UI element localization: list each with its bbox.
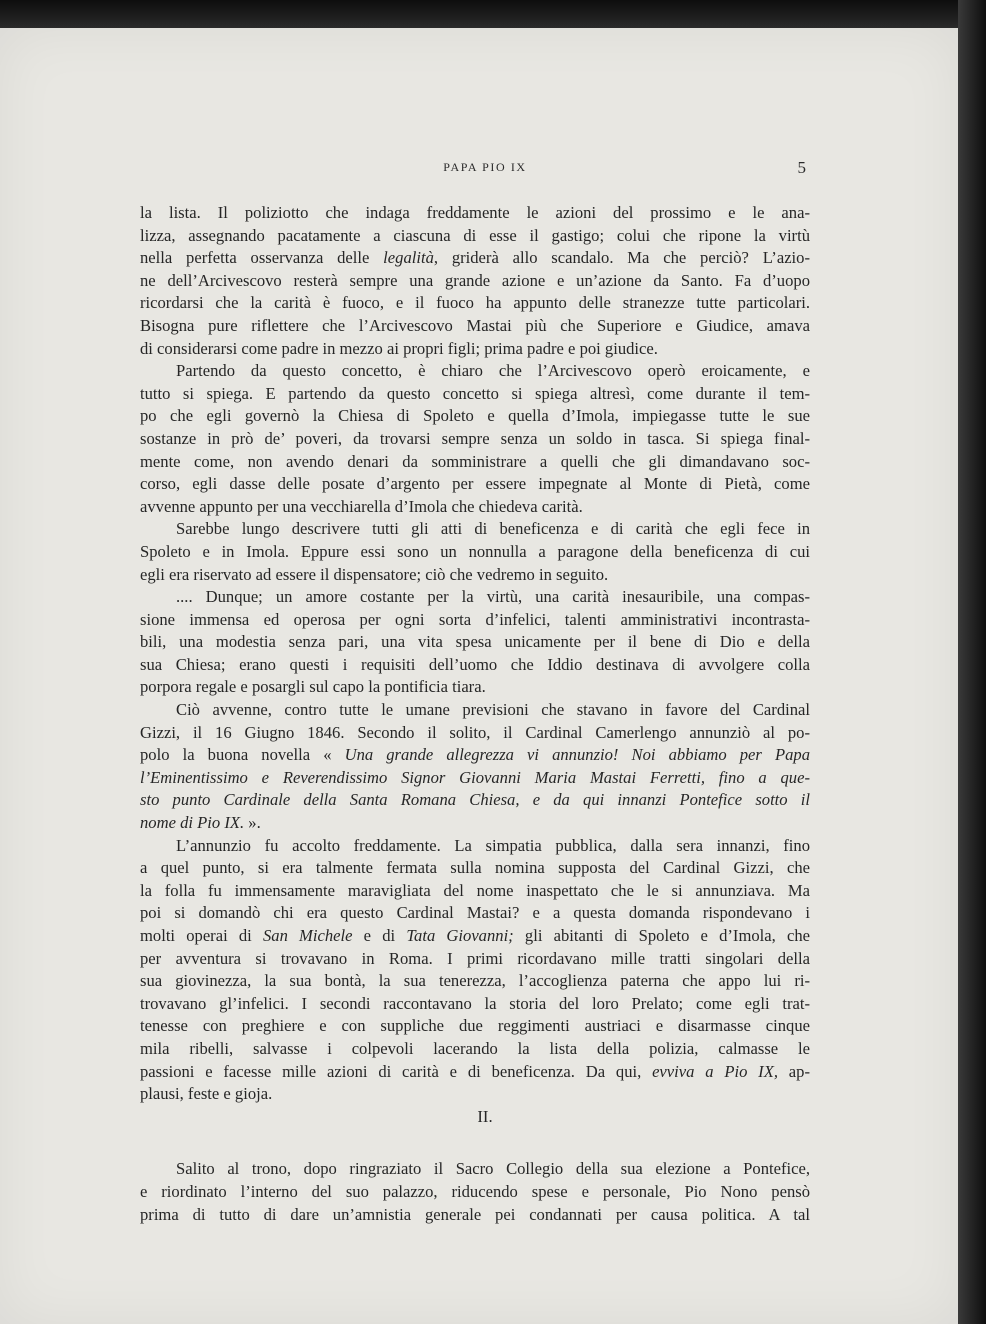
text-line xyxy=(140,518,810,541)
line-text: Spoleto e in Imola. Eppure essi sono un nonnulla a paragone della beneficenza di cui xyxy=(140,541,810,561)
line-text: egli era riservato ad essere il dispensatore; ciò che vedremo in seguito. xyxy=(140,564,609,584)
line-text: L’annunzio fu accolto freddamente. La simpatia pubblica, dalla sera innanzi, fino xyxy=(176,835,810,855)
text-line xyxy=(140,247,810,270)
line-text: plausi, feste e gioja. xyxy=(140,1084,273,1104)
text-line xyxy=(140,1015,810,1038)
text-line xyxy=(140,292,810,315)
line-text: avvenne appunto per una vecchiarella d’Imola che chiedeva carità. xyxy=(140,496,583,516)
text-block-main xyxy=(140,202,810,1106)
page-header xyxy=(0,160,958,180)
text-line xyxy=(140,948,810,971)
text-line xyxy=(140,1181,810,1204)
line-text: e di xyxy=(352,926,407,945)
line-text: trovavano gl’infelici. I secondi raccontavano la storia del loro Prelato; come egli trat- xyxy=(140,993,810,1013)
line-text: polo la buona novella « xyxy=(140,745,345,765)
line-text: la lista. Il poliziotto che indaga freddamente le azioni del prossimo e le ana- xyxy=(140,203,810,222)
text-line xyxy=(140,631,810,654)
text-line xyxy=(140,338,810,361)
line-text: per avventura si trovavano in Roma. I primi ricordavano mille tratti singolari della xyxy=(140,948,810,968)
text-line xyxy=(140,564,810,587)
text-line xyxy=(140,541,810,564)
line-text: bili, una modestia senza pari, una vita spesa unicamente per il bene di Dio e della xyxy=(140,632,810,652)
line-text: e riordinato l’interno del suo palazzo, riducendo spese e personale, Pio Nono pensò xyxy=(140,1181,810,1201)
line-text: la folla fu immensamente maravigliata del nome inaspettato che le si annunziava. Ma xyxy=(140,880,810,900)
line-text: lizza, assegnando pacatamente a ciascuna di esse il gastigo; colui che ripone la virtù xyxy=(140,225,810,245)
running-head: PAPA PIO IX xyxy=(443,160,527,174)
line-text: ». xyxy=(244,813,261,833)
line-text: Ciò avvenne, contro tutte le umane previsioni che stavano in favore del Cardinal xyxy=(176,700,810,720)
line-text: .... Dunque; un amore costante per la virtù, una carità inesauribile, una compas- xyxy=(176,587,810,607)
line-text: tenesse con preghiere e con suppliche due reggimenti austriaci e disarmasse cinque xyxy=(140,1016,810,1036)
text-line xyxy=(140,270,810,293)
text-line xyxy=(140,1038,810,1061)
line-text: sostanze in prò de’ poveri, da trovarsi sempre senza un soldo in tasca. Si spiega final- xyxy=(140,428,810,448)
italic-text: legalità xyxy=(383,248,434,268)
text-line xyxy=(140,360,810,383)
line-text: , griderà allo scandalo. Ma che perciò? L’azio- xyxy=(433,248,810,268)
text-line xyxy=(140,1061,810,1084)
text-line xyxy=(140,1158,810,1181)
text-line xyxy=(140,676,810,699)
text-line xyxy=(140,925,810,948)
line-text: sua Chiesa; erano questi i requisiti dell’uomo che Iddio destinava di avvolgere colla xyxy=(140,654,810,674)
line-text: Partendo da questo concetto, è chiaro che l’Arcivescovo operò eroicamente, e xyxy=(176,361,810,381)
page-number: 5 xyxy=(797,158,806,177)
text-line xyxy=(140,812,810,835)
line-text: ricordarsi che la carità è fuoco, e il fuoco ha appunto delle stranezze tutte particolari. xyxy=(140,293,810,313)
line-text: ne dell’Arcivescovo resterà sempre una grande azione e un’azione da Santo. Fa d’uopo xyxy=(140,270,810,290)
line-text: poi si domandò chi era questo Cardinal Mastai? e a questa domanda rispondevano i xyxy=(140,903,810,923)
line-text: molti operai di xyxy=(140,926,263,945)
line-text: gli abitanti di Spoleto e d’Imola, che xyxy=(513,926,810,945)
scan-top-border xyxy=(0,0,986,28)
text-line xyxy=(140,993,810,1016)
italic-text: Tata Giovanni; xyxy=(406,926,514,945)
text-line xyxy=(140,789,810,812)
text-line xyxy=(140,722,810,745)
text-line xyxy=(140,428,810,451)
text-line xyxy=(140,744,810,767)
line-text: Bisogna pure riflettere che l’Arcivescovo Mastai più che Superiore e Giudice, amava xyxy=(140,315,810,335)
section-spacer xyxy=(140,1128,810,1158)
text-line xyxy=(140,699,810,722)
text-line xyxy=(140,880,810,903)
text-block-section-two xyxy=(140,1158,810,1226)
line-text: Gizzi, il 16 Giugno 1846. Secondo il solito, il Cardinal Camerlengo annunziò al po- xyxy=(140,722,810,742)
book-page xyxy=(0,28,958,1324)
line-text: corso, egli dasse delle posate d’argento per essere impegnate al Monte di Pietà, come xyxy=(140,474,810,494)
italic-text: Una grande allegrezza vi annunzio! Noi abbiamo per Papa xyxy=(344,745,810,765)
italic-text: nome di Pio IX. xyxy=(140,813,245,833)
line-text: prima di tutto di dare un’amnistia generale pei condannati per causa politica. A tal xyxy=(140,1204,810,1224)
section-heading: II. xyxy=(477,1106,493,1126)
line-text: a quel punto, si era talmente fermata sulla nomina supposta del Cardinal Gizzi, che xyxy=(140,858,810,878)
italic-text: evviva a Pio IX, xyxy=(652,1061,778,1081)
line-text: po che egli governò la Chiesa di Spoleto e quella d’Imola, impiegasse tutte le sue xyxy=(140,406,810,426)
line-text: Sarebbe lungo descrivere tutti gli atti di beneficenza e di carità che egli fece in xyxy=(176,519,810,539)
line-text: tutto si spiega. E partendo da questo concetto si spiega altresì, come durante il tem- xyxy=(140,383,810,403)
scan-right-border xyxy=(958,0,986,1324)
text-line xyxy=(140,609,810,632)
text-line xyxy=(140,202,810,225)
body-text xyxy=(140,202,810,1226)
text-line xyxy=(140,383,810,406)
text-line xyxy=(140,835,810,858)
text-line xyxy=(140,315,810,338)
text-line xyxy=(140,1083,810,1106)
text-line xyxy=(140,1204,810,1227)
line-text: sione immensa ed operosa per ogni sorta d’infelici, talenti amministrativi incontrasta- xyxy=(140,609,810,629)
line-text: passioni e facesse mille azioni di carità e di beneficenza. Da qui, xyxy=(140,1061,653,1081)
text-line xyxy=(140,857,810,880)
line-text: sua giovinezza, la sua bontà, la sua tenerezza, l’accoglienza paterna che appo lui ri- xyxy=(140,971,810,991)
text-line xyxy=(140,405,810,428)
text-line xyxy=(140,767,810,790)
text-line xyxy=(140,970,810,993)
line-text: mente come, non avendo denari da somministrare a quelli che gli dimandavano soc- xyxy=(140,451,810,471)
text-line xyxy=(140,496,810,519)
text-line xyxy=(140,473,810,496)
text-line xyxy=(140,225,810,248)
italic-text: l’Eminentissimo e Reverendissimo Signor Giovanni Maria Mastai Ferretti, fino a que- xyxy=(140,767,810,787)
line-text: nella perfetta osservanza delle xyxy=(140,248,384,268)
line-text: mila ribelli, salvasse i colpevoli lacerando la lista della polizia, calmasse le xyxy=(140,1038,810,1058)
line-text: Salito al trono, dopo ringraziato il Sacro Collegio della sua elezione a Pontefice, xyxy=(176,1159,810,1179)
text-line xyxy=(140,451,810,474)
line-text: di considerarsi come padre in mezzo ai propri figli; prima padre e poi giudice. xyxy=(140,338,658,358)
line-text: ap- xyxy=(778,1061,810,1081)
italic-text: sto punto Cardinale della Santa Romana Chiesa, e da qui innanzi Pontefice sotto il xyxy=(140,790,810,810)
text-line xyxy=(140,654,810,677)
line-text: porpora regale e posargli sul capo la pontificia tiara. xyxy=(140,677,486,697)
text-line xyxy=(140,902,810,925)
text-line xyxy=(140,586,810,609)
italic-text: San Michele xyxy=(262,926,353,945)
